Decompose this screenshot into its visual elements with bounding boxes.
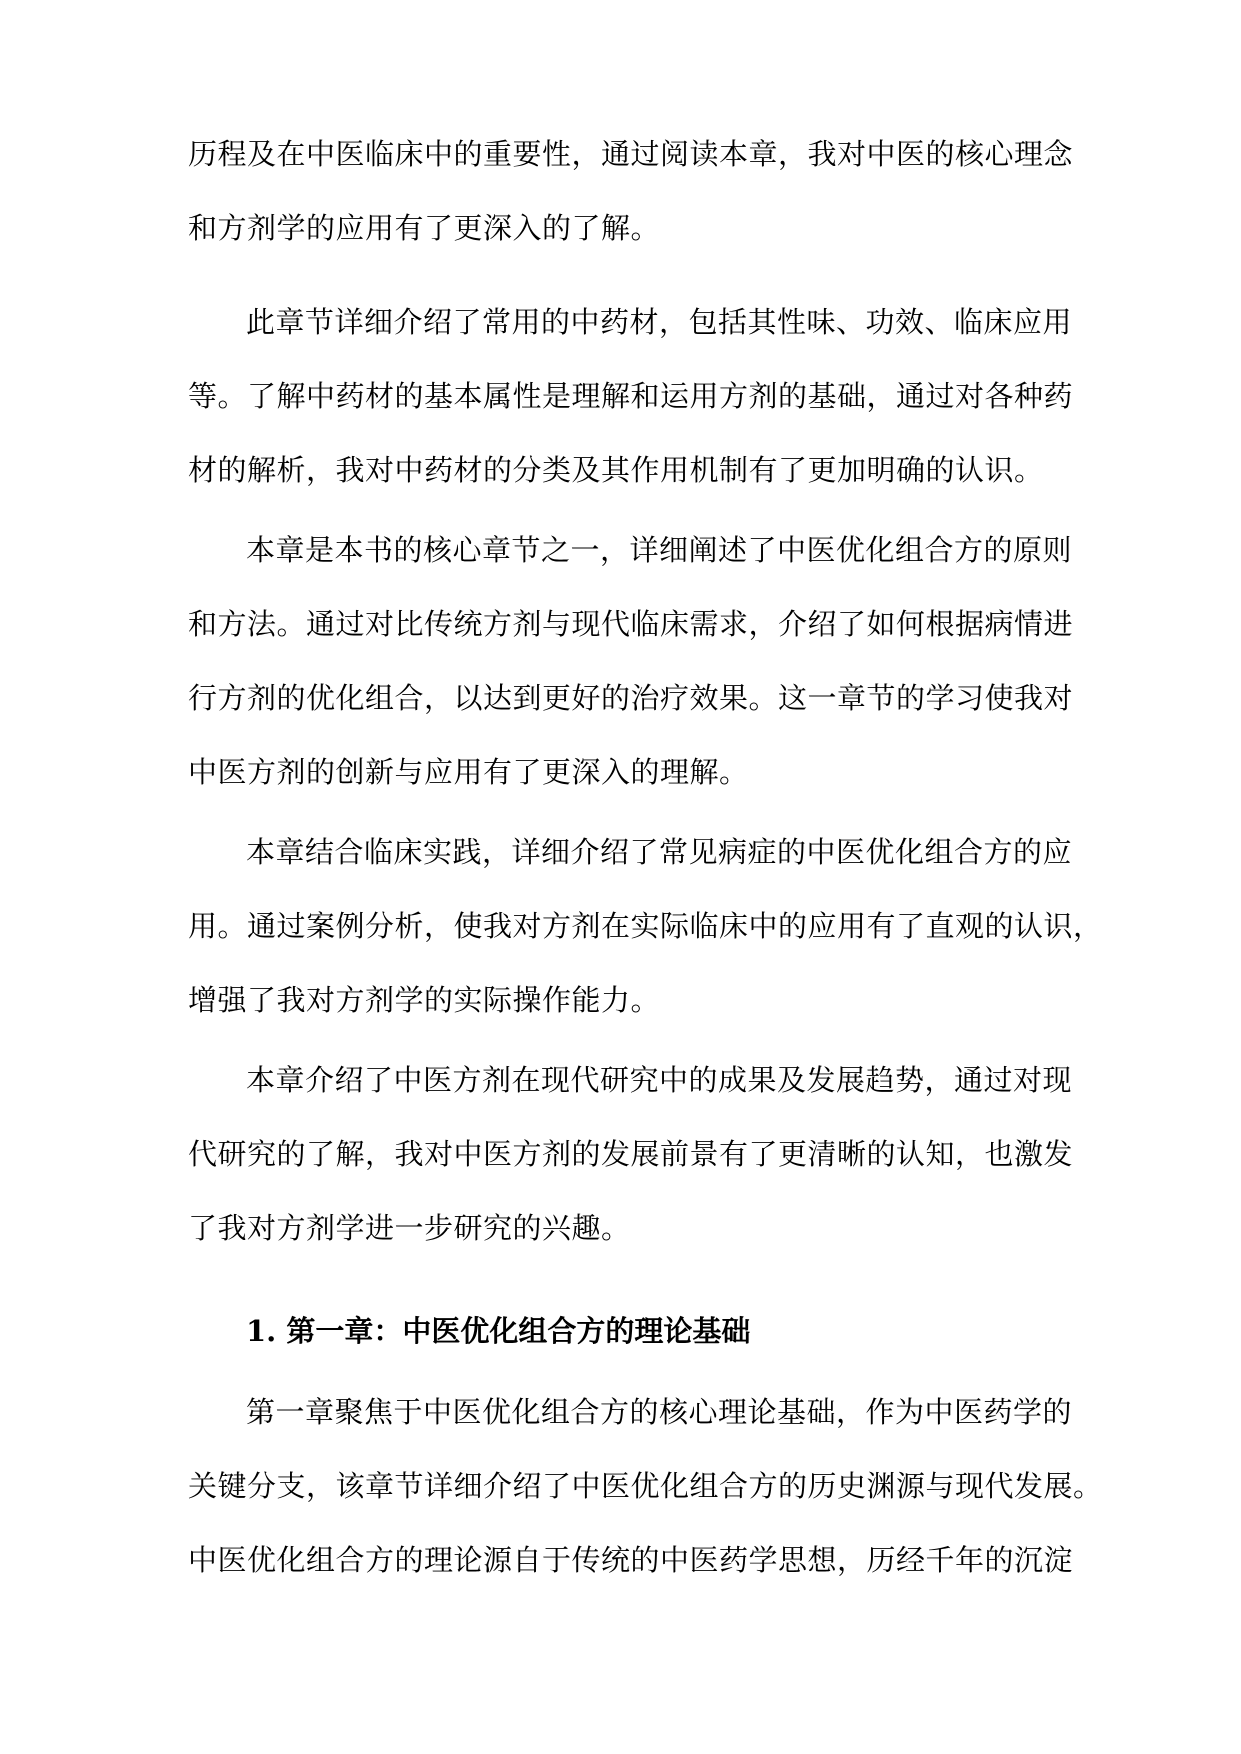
paragraph-5-line-3: 了我对方剂学进一步研究的兴趣。 xyxy=(188,1211,631,1245)
paragraph-4-line-3: 增强了我对方剂学的实际操作能力。 xyxy=(188,983,661,1017)
paragraph-2-line-3: 材的解析，我对中药材的分类及其作用机制有了更加明确的认识。 xyxy=(188,453,1044,487)
paragraph-4-line-2: 用。通过案例分析，使我对方剂在实际临床中的应用有了直观的认识， xyxy=(188,909,1103,943)
paragraph-5-line-2: 代研究的了解，我对中医方剂的发展前景有了更清晰的认知，也激发 xyxy=(188,1137,1074,1171)
paragraph-2-line-1: 此章节详细介绍了常用的中药材，包括其性味、功效、临床应用 xyxy=(246,305,1073,339)
section-line-3: 中医优化组合方的理论源自于传统的中医药学思想，历经千年的沉淀 xyxy=(188,1543,1074,1577)
paragraph-5-line-1: 本章介绍了中医方剂在现代研究中的成果及发展趋势，通过对现 xyxy=(246,1063,1073,1097)
paragraph-2-line-2: 等。了解中药材的基本属性是理解和运用方剂的基础，通过对各种药 xyxy=(188,379,1074,413)
paragraph-3-line-2: 和方法。通过对比传统方剂与现代临床需求，介绍了如何根据病情进 xyxy=(188,607,1074,641)
paragraph-1-line-2: 和方剂学的应用有了更深入的了解。 xyxy=(188,211,661,245)
paragraph-4-line-1: 本章结合临床实践，详细介绍了常见病症的中医优化组合方的应 xyxy=(246,835,1073,869)
section-heading: 1. 第一章：中医优化组合方的理论基础 xyxy=(246,1314,751,1348)
paragraph-3-line-1: 本章是本书的核心章节之一，详细阐述了中医优化组合方的原则 xyxy=(246,533,1073,567)
paragraph-1-line-1: 历程及在中医临床中的重要性，通过阅读本章，我对中医的核心理念 xyxy=(188,137,1074,171)
section-line-1: 第一章聚焦于中医优化组合方的核心理论基础，作为中医药学的 xyxy=(246,1395,1073,1429)
section-line-2: 关键分支，该章节详细介绍了中医优化组合方的历史渊源与现代发展。 xyxy=(188,1469,1103,1503)
paragraph-3-line-3: 行方剂的优化组合，以达到更好的治疗效果。这一章节的学习使我对 xyxy=(188,681,1074,715)
paragraph-3-line-4: 中医方剂的创新与应用有了更深入的理解。 xyxy=(188,755,749,789)
